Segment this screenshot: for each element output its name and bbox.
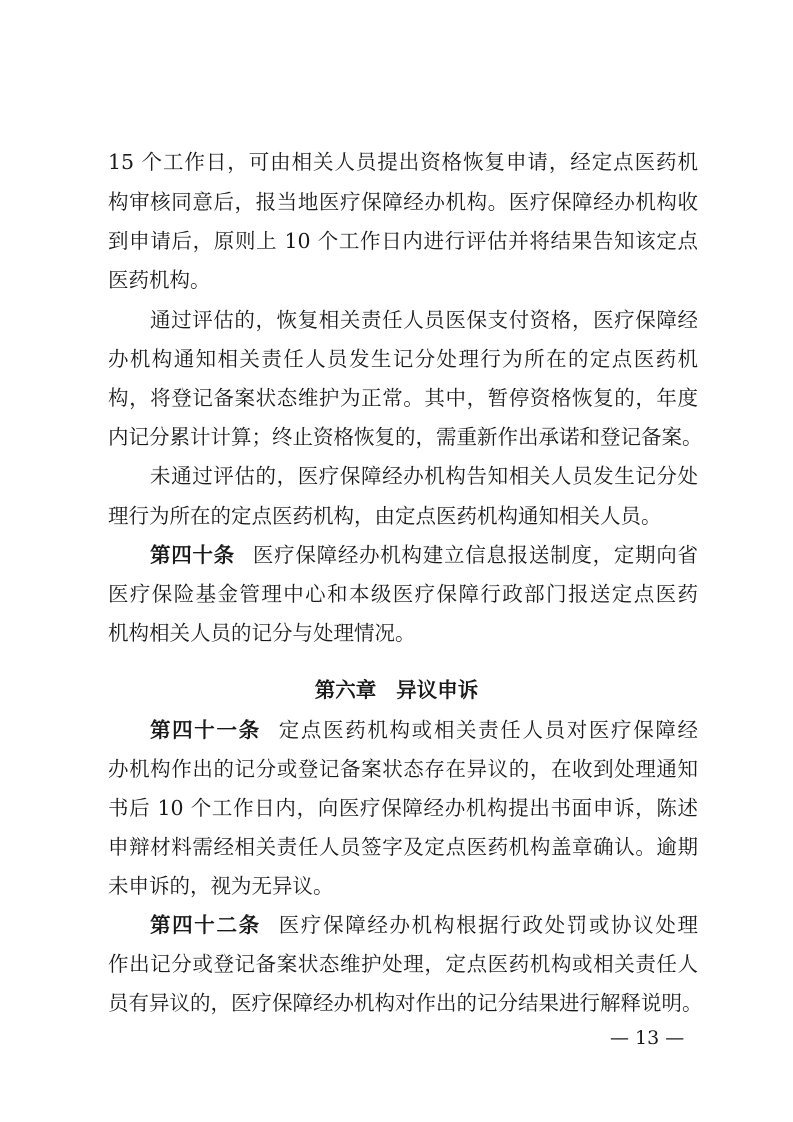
article-41-heading: 第四十一条 <box>150 718 261 742</box>
text-line: 员有异议的，医疗保障经办机构对作出的记分结果进行解释说明。 <box>108 991 703 1015</box>
text-line: 内记分累计计算；终止资格恢复的，需重新作出承诺和登记备案。 <box>108 425 703 449</box>
text-line: 15 个工作日，可由相关人员提出资格恢复申请，经定点医药机 <box>108 150 698 174</box>
article-41-text: 定点医药机构或相关责任人员对医疗保障经 <box>278 718 699 742</box>
text-line: 医疗保险基金管理中心和本级医疗保障行政部门报送定点医药 <box>108 582 698 606</box>
chapter-heading <box>0 676 793 704</box>
text-line: 办机构作出的记分或登记备案状态存在异议的，在收到处理通知 <box>108 757 698 781</box>
article-40-heading: 第四十条 <box>150 543 235 567</box>
text-line: 未申诉的，视为无异议。 <box>108 874 334 898</box>
text-line: 未通过评估的，医疗保障经办机构告知相关人员发生记分处 <box>150 464 698 488</box>
text-line: 申辩材料需经相关责任人员签字及定点医药机构盖章确认。逾期 <box>108 835 698 859</box>
text-line: 构审核同意后，报当地医疗保障经办机构。医疗保障经办机构收 <box>108 190 698 214</box>
text-line: 机构相关人员的记分与处理情况。 <box>108 621 416 645</box>
page-number: — 13 — <box>610 1027 685 1049</box>
text-line: 办机构通知相关责任人员发生记分处理行为所在的定点医药机 <box>108 347 698 371</box>
article-42-heading: 第四十二条 <box>150 913 261 937</box>
chapter-number: 第六章 <box>314 678 377 702</box>
text-line: 理行为所在的定点医药机构，由定点医药机构通知相关人员。 <box>108 504 662 528</box>
article-42-first-line <box>150 911 698 939</box>
text-line: 到申请后，原则上 10 个工作日内进行评估并将结果告知该定点 <box>108 229 698 253</box>
chapter-title: 异议申诉 <box>396 678 479 702</box>
text-line: 书后 10 个工作日内，向医疗保障经办机构提出书面申诉，陈述 <box>108 796 698 820</box>
article-40-first-line <box>150 541 698 569</box>
text-line: 医药机构。 <box>108 268 211 292</box>
article-40-text: 医疗保障经办机构建立信息报送制度，定期向省 <box>252 543 699 567</box>
article-41-first-line <box>150 716 698 744</box>
text-line: 作出记分或登记备案状态维护处理，定点医药机构或相关责任人 <box>108 952 698 976</box>
text-line: 通过评估的，恢复相关责任人员医保支付资格，医疗保障经 <box>150 308 698 332</box>
text-line: 构，将登记备案状态维护为正常。其中，暂停资格恢复的，年度 <box>108 386 698 410</box>
article-42-text: 医疗保障经办机构根据行政处罚或协议处理 <box>278 913 699 937</box>
